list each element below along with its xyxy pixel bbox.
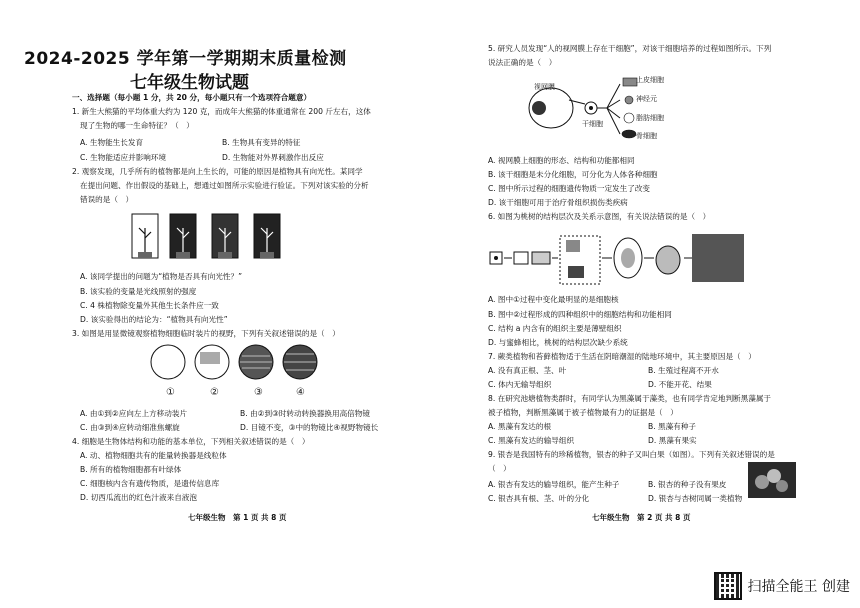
q5-option-d: D. 该干细胞可用于治疗骨组织损伤类疾病 [488,198,628,207]
q9-option-d: D. 银杏与杏树同属一类植物 [648,494,743,503]
q2-option-d: D. 该实验得出的结论为：“植物具有向光性” [80,315,228,324]
q3-label-2: ② [210,387,219,398]
q1-option-c: C. 生物能适应并影响环境 [80,153,167,162]
q5-option-c: C. 图中所示过程的细胞遗传物质一定发生了改变 [488,184,651,193]
q7-stem: 7. 蕨类植物和苔藓植物适于生活在阴暗潮湿的陆地环境中，其主要原因是（ ） [488,352,756,361]
q9-option-c: C. 银杏具有根、茎、叶的分化 [488,494,590,503]
q2-stem-line3: 错误的是（ ） [80,195,134,204]
q8-stem-line2: 被子植物，判断黑藻属于被子植物最有力的证据是（ ） [488,408,678,417]
q2-plant-experiment-figure [128,208,298,266]
q8-option-a: A. 黑藻有发达的根 [488,422,552,431]
q3-option-a: A. 由①到②应向左上方移动装片 [80,409,188,418]
q6-option-c: C. 结构 a 内含有的组织主要是薄壁组织 [488,324,622,333]
q1-stem-line2: 现了生物的哪一生命特征？（ ） [80,121,194,130]
q5-label-neuron: 神经元 [636,95,657,103]
q3-label-4: ④ [296,387,305,398]
q8-option-d: D. 黑藻有果实 [648,436,697,445]
section-heading: 一、选择题（每小题 1 分，共 20 分，每小题只有一个选项符合题意） [72,93,312,102]
q6-stem: 6. 如图为桃树的结构层次及关系示意图，有关说法错误的是（ ） [488,212,711,221]
q1-stem-line1: 1. 新生大熊猫的平均体重大约为 120 克，而成年大熊猫的体重通常在 200 斤左右，这体 [72,107,371,116]
footer-page-2: 七年级生物 第 2 页 共 8 页 [592,513,691,522]
q3-label-1: ① [166,387,175,398]
q4-option-d: D. 切西瓜流出的红色汁液来自液泡 [80,493,197,502]
q6-option-b: B. 图中②过程形成的四种组织中的细胞结构和功能相同 [488,310,672,319]
q3-option-d: D. 目镜不变，③中的物镜比④视野物镜长 [240,423,379,432]
q9-stem-line1: 9. 银杏是我国特有的珍稀植物，银杏的种子又叫白果（如图）。下列有关叙述错误的是 [488,450,775,459]
q9-option-a: A. 银杏有发达的输导组织，能产生种子 [488,480,620,489]
q4-option-a: A. 动、植物细胞共有的能量转换器是线粒体 [80,451,227,460]
q7-option-a: A. 没有真正根、茎、叶 [488,366,567,375]
q3-option-b: B. 由②到③时转动转换器换用高倍物镜 [240,409,370,418]
q9-stem-line2: （ ） [488,464,511,473]
q1-option-d: D. 生物能对外界刺激作出反应 [222,153,324,162]
q5-stem-line2: 说法正确的是（ ） [488,58,557,67]
q5-label-bone-cell: 骨细胞 [636,132,657,140]
q7-option-b: B. 生殖过程离不开水 [648,366,719,375]
q9-option-b: B. 银杏的种子没有果皮 [648,480,727,489]
q7-option-c: C. 体内无输导组织 [488,380,552,389]
scanner-watermark-text: 扫描全能王 创建 [747,579,850,595]
exam-title: 2024-2025 学年第一学期期末质量检测 [24,49,347,69]
q5-label-retina: 视网膜 [534,83,555,91]
q6-option-a: A. 图中①过程中变化最明显的是细胞核 [488,295,619,304]
q2-stem-line1: 2. 观察发现，几乎所有的植物都是向上生长的，可能的原因是植物具有向光性。某同学 [72,167,363,176]
q5-label-stem-cell: 干细胞 [582,120,603,128]
q5-option-b: B. 该干细胞是未分化细胞，可分化为人体各种细胞 [488,170,658,179]
q8-option-b: B. 黑藻有种子 [648,422,697,431]
q9-ginkgo-seed-photo [748,462,796,498]
q4-stem: 4. 细胞是生物体结构和功能的基本单位，下列相关叙述错误的是（ ） [72,437,310,446]
q8-option-c: C. 黑藻有发达的输导组织 [488,436,575,445]
q5-stem-line1: 5. 研究人员发现“人的视网膜上存在干细胞”，对该干细胞培养的过程如图所示。下列 [488,44,772,53]
q3-option-c: C. 由③到④应转动细准焦螺旋 [80,423,180,432]
q2-option-a: A. 该同学提出的问题为“植物是否具有向光性？” [80,272,243,281]
scanner-watermark [714,572,850,600]
q3-stem: 3. 如图是用显微镜观察植物细胞临时装片的视野，下列有关叙述错误的是（ ） [72,329,340,338]
exam-subtitle: 七年级生物试题 [130,73,249,93]
q6-peach-tree-figure [488,230,748,288]
footer-page-1: 七年级生物 第 1 页 共 8 页 [188,513,287,522]
q4-option-c: C. 细胞核内含有遗传物质，是遗传信息库 [80,479,220,488]
q8-stem-line1: 8. 在研究池塘植物类群时，有同学认为黑藻属于藻类，也有同学肯定地判断黑藻属于 [488,394,772,403]
q3-label-3: ③ [254,387,263,398]
q5-label-fat-cell: 脂肪细胞 [636,114,664,122]
q2-option-c: C. 4 株植物除变量外其他生长条件应一致 [80,301,219,310]
q5-option-a: A. 视网膜上细胞的形态、结构和功能都相同 [488,156,635,165]
q6-option-d: D. 与蜜蜂相比，桃树的结构层次缺少系统 [488,338,628,347]
q2-stem-line2: 在提出问题、作出假设的基础上，想通过如图所示实验进行验证。下列对该实验的分析 [80,181,369,190]
q1-option-a: A. 生物能生长发育 [80,138,144,147]
q2-option-b: B. 该实验的变量是光线照射的强度 [80,287,197,296]
q1-option-b: B. 生物具有变异的特征 [222,138,301,147]
qr-code-icon [714,572,742,600]
q5-label-epithelial: 上皮细胞 [636,76,664,84]
q7-option-d: D. 不能开花、结果 [648,380,712,389]
q4-option-b: B. 所有的植物细胞都有叶绿体 [80,465,182,474]
